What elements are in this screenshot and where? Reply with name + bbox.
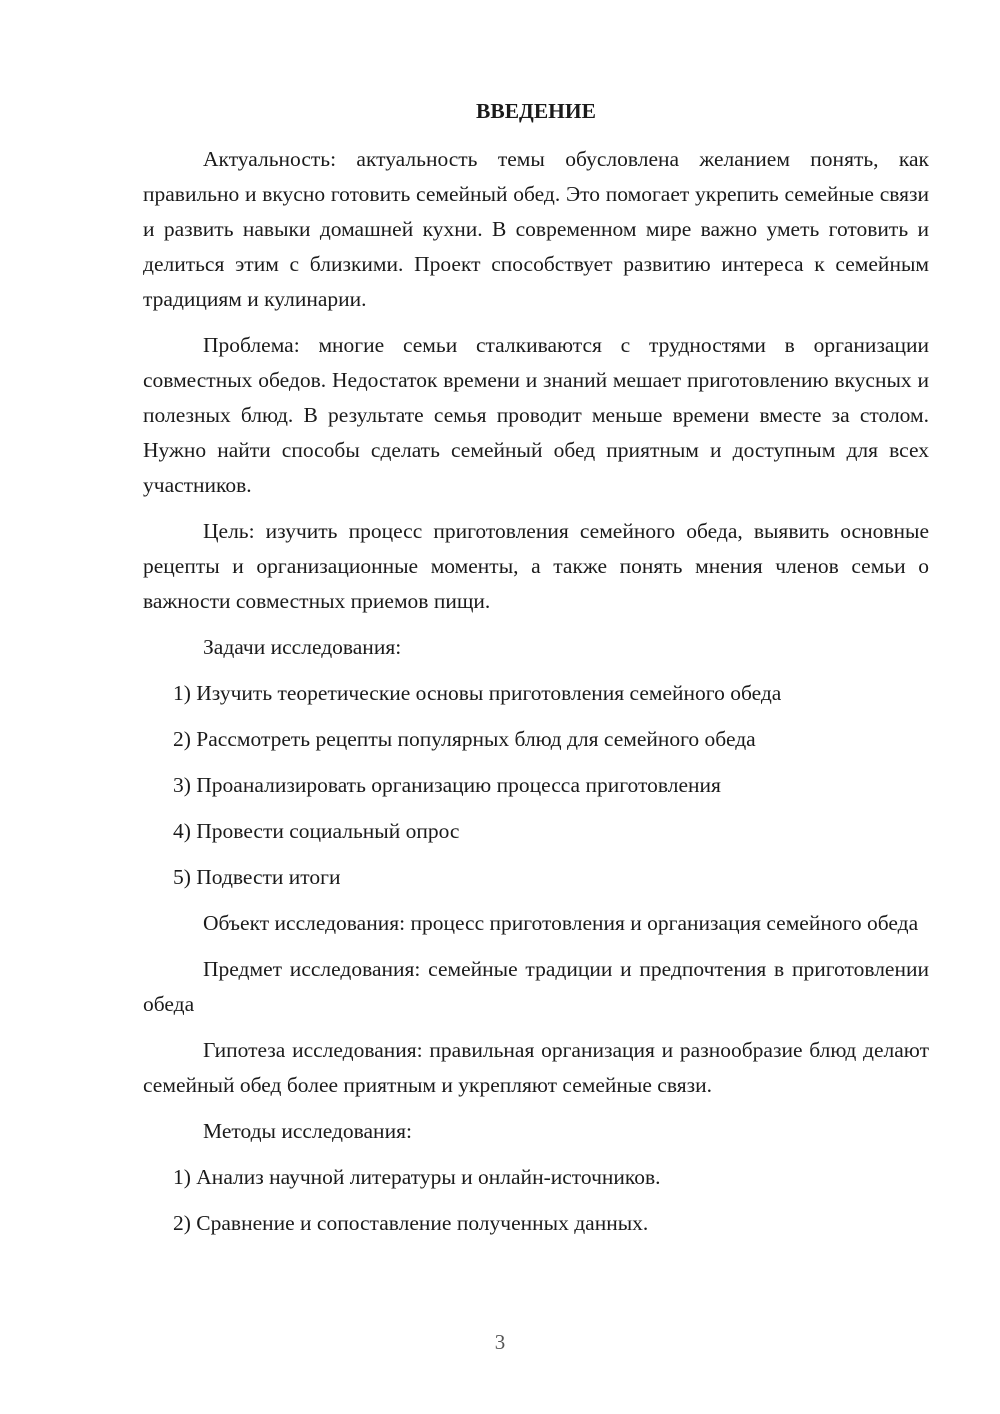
document-page <box>143 94 929 1252</box>
page-title: ВВЕДЕНИЕ <box>476 99 596 123</box>
methods-label: Методы исследования: <box>203 1119 412 1143</box>
tasks-list <box>143 676 929 895</box>
methods-list <box>143 1160 929 1241</box>
task-item: 4) Провести социальный опрос <box>173 819 460 843</box>
page-number: 3 <box>494 1330 506 1354</box>
subject-paragraph: Предмет исследования: семейные традиции и предпочтения в приготовлении обеда <box>143 957 929 1016</box>
tasks-label: Задачи исследования: <box>203 635 402 659</box>
goal-paragraph: Цель: изучить процесс приготовления семейного обеда, выявить основные рецепты и организационные моменты, а также понять мнения членов семьи о важности совместных приемов пищи. <box>143 519 929 613</box>
task-item: 3) Проанализировать организацию процесса приготовления <box>173 773 721 797</box>
object-paragraph: Объект исследования: процесс приготовления и организация семейного обеда <box>203 911 919 935</box>
task-item: 5) Подвести итоги <box>173 865 341 889</box>
method-item: 1) Анализ научной литературы и онлайн-источников. <box>173 1165 661 1189</box>
problem-paragraph: Проблема: многие семьи сталкиваются с трудностями в организации совместных обедов. Недостаток времени и знаний мешает приготовлению вкусных и полезных блюд. В результате семья проводит меньше времени вместе за столом. Нужно найти способы сделать семейный обед приятным и доступным для всех участников. <box>143 333 929 497</box>
relevance-paragraph: Актуальность: актуальность темы обусловлена желанием понять, как правильно и вкусно готовить семейный обед. Это помогает укрепить семейные связи и развить навыки домашней кухни. В современном мире важно уметь готовить и делиться этим с близкими. Проект способствует развитию интереса к семейным традициям и кулинарии. <box>143 147 929 311</box>
task-item: 2) Рассмотреть рецепты популярных блюд для семейного обеда <box>173 727 756 751</box>
hypothesis-paragraph: Гипотеза исследования: правильная организация и разнообразие блюд делают семейный обед более приятным и укрепляют семейные связи. <box>143 1038 929 1097</box>
method-item: 2) Сравнение и сопоставление полученных данных. <box>173 1211 649 1235</box>
task-item: 1) Изучить теоретические основы приготовления семейного обеда <box>173 681 782 705</box>
